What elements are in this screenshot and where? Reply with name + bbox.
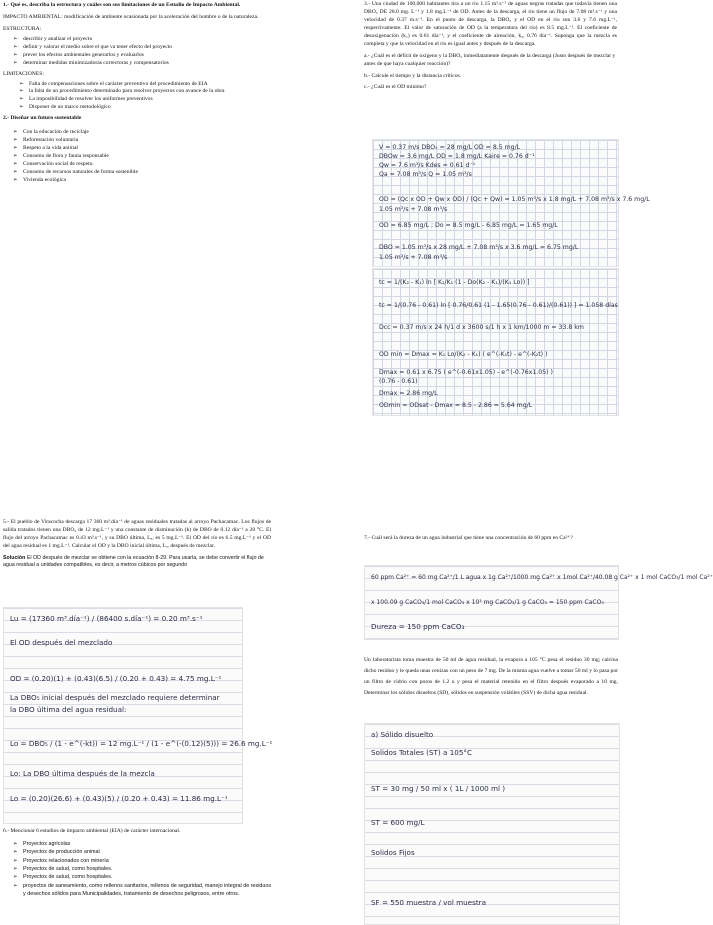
work-line: ST = 30 mg / 50 ml x ( 1L / 1000 ml ) <box>371 784 506 793</box>
work-line: OD min = Dmax = K₁ Lo/(K₂ - K₁) ( e^(-K₁t) - e^(-K₂t) ) <box>379 351 548 358</box>
work-line: Solidos Fijos <box>371 848 415 857</box>
work-line: Qa = 7.08 m³/s Q = 1.05 m³/s <box>379 171 472 178</box>
list-item: ➢ la falta de un procedimiento determinado para resolver proyectos con avance de la obra <box>17 88 287 96</box>
q7-statement: 7.- Cuál será la dureza de un agua industrial que tiene una concentración de 60 ppm en Ca²⁺? <box>364 535 573 541</box>
work-line: 1.05 m³/s + 7.08 m³/s <box>379 206 448 213</box>
q3-handwritten-work-2 <box>372 268 619 416</box>
work-line: Dmax = 0.61 x 6.75 ( e^(-0.61x1.05) - e^(-0.76x1.05) ) <box>379 369 553 376</box>
structure-heading: ESTRUCTURA: <box>3 25 42 32</box>
list-item: ➢ Conservación social de respeto. <box>11 161 303 169</box>
impact-definition: IMPACTO AMBIENTAL: modificación de ambiente ocasionada por la aceleración del hombre o de la naturaleza. <box>3 13 259 20</box>
work-line: SF = 550 muestra / vol muestra <box>371 898 487 907</box>
list-item: ➢ Consumo de flora y fauna responsable <box>11 153 303 161</box>
q2-title: 2.- Diseñar un futuro sustentable <box>3 115 82 122</box>
work-line: DBO = 1.05 m³/s x 28 mg/L + 7.08 m³/s x 3.6 mg/L = 6.75 mg/L <box>379 244 579 251</box>
list-item: ➢ Proyectos de salud, como hospitales. <box>11 873 273 881</box>
q7-handwritten-work <box>364 565 713 640</box>
q3-statement: 3.- Una ciudad de 100,000 habitantes tira a un río 1.15 m³.s⁻¹ de aguas negras tratadas que todavía tienen una DBO₅ DE 28.0 mg. L⁻¹ y 1.8 mg.L⁻¹ de OD. Antes de la descarga, el río tiene un flujo de 7.08 m³.s⁻¹ y una velocidad de 0.37 m.s⁻¹. En el punto de descarga, la DBO₅ y el OD en el río son 3.6 y 7.6 mg.L⁻¹, respectivamente. El valor de saturación de OD (a la temperatura del río) es 8.5 mg.L⁻¹. El coeficiente de desoxigenación (k₁) es 0.61 día⁻¹, y el coeficiente de aireación, k₂, 0.76 día⁻¹. Suponga que la mezcla es completa y que la velocidad en el río es igual antes y después de la descarga. <box>364 1 617 47</box>
q5-section <box>3 519 271 574</box>
q3-section <box>364 1 617 96</box>
work-line: OD = (Qc x OD + Qw x OD) / (Qc + Qw) = 1.05 m³/s x 1.8 mg/L + 7.08 m³/s x 7.6 mg/L <box>379 196 650 203</box>
work-line: Qw = 7.6 m³/s Kdes = 0.61 d⁻¹ <box>379 162 476 169</box>
q5-statement: 5.- El pueblo de Viracocha descarga 17 360 m³.día⁻¹ de aguas residuales tratadas al arroyo Pachacamac. Los flujos de salida tratados tienen una DBO₅ de 12 mg.L⁻¹ y una constante de disminución (k) de DBO de 0.12 día⁻¹ a 20 °C. El flujo del arroyo Pachacamac es 0.43 m³.s⁻¹, y su DBO última, Lᵤ, es 5 mg.L⁻¹. El OD del río es 6.5 mg.L⁻¹ y el OD del agua residual es 1 mg.L⁻¹. Calcular el OD y la DBO inicial última, Lₒ, después de mezclar. <box>3 519 271 549</box>
q5-handwritten-work <box>3 607 273 824</box>
work-line: Lo = DBO₅ / (1 - e^(-kt)) = 12 mg.L⁻¹ / (1 - e^(-(0.12)(5))) = 26.6 mg.L⁻¹ <box>10 739 273 748</box>
limitations-list <box>3 81 287 113</box>
list-item: ➢ determinar medidas minimizadoras correctoras y compensatorios <box>11 60 303 68</box>
sustainable-list <box>3 129 303 185</box>
solution-label: Solución <box>3 554 26 561</box>
work-line: DBOw = 3.6 mg/L OD = 1.8 mg/L Kaire = 0.76 d⁻¹ <box>379 153 535 160</box>
list-item: ➢ La imposibilidad de resolver los uniformes preventivos <box>17 96 287 104</box>
work-line: 60 ppm Ca²⁺ = 60 mg Ca²⁺/1 L agua x 1g Ca²⁺/1000 mg Ca²⁺ x 1mol Ca²⁺/40.08 g Ca²⁺ x 1 mol CaCO₃/1 mol Ca²⁺ <box>371 574 713 581</box>
solution-text: El OD después de mezclar se obtiene con la ecuación 8-29. Para usarla, se debe convertir el flujo de agua residual a unidades compatibles, es decir, a metros cúbicos por segundo <box>3 554 264 569</box>
work-line: a) Sólido disuelto <box>371 730 434 739</box>
work-line: Dmax = 2.86 mg/L <box>379 390 438 397</box>
limitations-heading: LIMITACIONES: <box>3 70 44 77</box>
list-item: ➢ Proyectos relacionados con minería <box>11 857 273 865</box>
list-item: ➢ Vivienda ecológica <box>11 177 303 185</box>
work-line: V = 0.37 m/s DBO₅ = 28 mg/L OD = 8.5 mg/L <box>379 144 521 151</box>
list-item: ➢ Proyectos de salud, como hospitales. <box>11 865 273 873</box>
q8-section <box>364 655 618 703</box>
q3-handwritten-work-1 <box>372 139 650 267</box>
work-line: ODmin = ODsat - Dmax = 8.5 - 2.86 = 5.64 mg/L <box>379 402 533 409</box>
list-item: ➢ Respeto a la vida animal <box>11 145 303 153</box>
work-line: x 100.09 g CaCO₃/1 mol CaCO₃ x 10³ mg CaCO₃/1 g CaCO₃ = 150 ppm CaCO₃ <box>371 599 604 606</box>
work-line: El OD después del mezclado <box>10 638 113 647</box>
list-item: ➢ Falta de compensaciones sobre el carácter preventivo del procedimiento de EIA <box>17 81 287 89</box>
work-line: tc = 1/(K₂ - K₁) ln [ K₂/K₁ (1 - Do(K₂ - K₁)/(K₁ Lo)) ] <box>379 279 530 286</box>
list-item: ➢ describir y analizar el proyecto <box>11 36 303 44</box>
q3-part-a: a.- ¿Cuál es el déficit de oxígeno y la DBO₅ inmediatamente después de la descarga (Justo después de mezclar y antes de que haya cualquier reacción)? <box>364 52 616 67</box>
work-line: (0.76 - 0.61) <box>379 378 418 385</box>
q7-section <box>364 535 617 547</box>
q8-handwritten-work <box>364 723 620 925</box>
list-item: ➢ definir y valorar el medio sobre el que va tener efecto del proyecto <box>11 44 303 52</box>
work-line: Dcc = 0.37 m/s x 24 h/1 d x 3600 s/1 h x 1 km/1000 m = 33.8 km <box>379 324 584 331</box>
list-item: ➢ prever los efectos ambientales generarlos y evaluarlos <box>11 52 303 60</box>
q5-solution <box>3 555 271 570</box>
q6-section <box>3 828 273 902</box>
work-line: tc = 1/(0.76 - 0.61) ln [ 0.76/0.61 (1 - 1.65(0.76 - 0.61)/(0.61)) ] = 1.058 días <box>379 302 618 309</box>
list-item: ➢ Con la educación de reciclaje <box>11 129 303 137</box>
work-line: OD = (0.20)(1) + (0.43)(6.5) / (0.20 + 0.43) = 4.75 mg.L⁻¹ <box>10 674 222 683</box>
list-item: ➢ Disponer de un marco metodológico <box>17 104 287 112</box>
work-line: Dureza = 150 ppm CaCO₃ <box>371 622 465 631</box>
work-line: ST = 600 mg/L <box>371 818 425 827</box>
q6-title: 6.- Mencionar 6 estudios de impacto ambiental (EIA) de carácter internacional. <box>3 828 181 834</box>
q3-part-b: b.- Calcule el tiempo y la distancia críticos. <box>364 72 462 79</box>
work-line: Lo: La DBO última después de la mezcla <box>10 769 155 778</box>
work-line: Lu = (17360 m³.día⁻¹) / (86400 s.día⁻¹) = 0.20 m³.s⁻¹ <box>10 614 203 623</box>
q1-section <box>3 2 303 188</box>
list-item: ➢ Proyectos de producción animal <box>11 848 273 856</box>
work-line: 1.05 m³/s + 7.08 m³/s <box>379 254 448 261</box>
work-line: Lo = (0.20)(26.6) + (0.43)(5) / (0.20 + 0.43) = 11.86 mg.L⁻¹ <box>10 794 228 803</box>
work-line: la DBO última del agua residual: <box>10 705 127 714</box>
work-line: La DBO₅ inicial después del mezclado requiere determinar <box>10 693 220 702</box>
structure-list <box>3 36 303 68</box>
list-item: ➢ Reforestación voluntaria <box>11 137 303 145</box>
q8-statement: Un laboratorista toma muestra de 50 ml de agua residual, la evapora a 105 °C pesa el residuo 30 mg; calcina dicho residuo y le queda unas cenizas con un peso de 7 mg. De la misma agua vuelve a tomar 50 ml y lo pasa por un filtro de vidrio con poros de 1.2 u y pesa el material retenido en el filtro después evaporado a 10 mg. Determinar los sólidos disueltos (SD), sólidos en suspensión volátiles (SSV) de dicha agua residual. <box>364 657 618 696</box>
list-item: ➢ Consumo de recursos naturales de forma sostenible <box>11 169 303 177</box>
work-line: OD = 6.85 mg/L ; Do = 8.5 mg/L - 6.85 mg/L = 1.65 mg/L <box>379 222 558 229</box>
q3-part-c: c.- ¿Cuál es el OD mínimo? <box>364 84 427 91</box>
list-item: ➢ Proyectos agrícolas <box>11 840 273 848</box>
eia-list <box>3 840 273 899</box>
q1-title: 1.- Qué es, describa la estructura y cuáles son sus limitaciones de un Estudio de Impacto Ambiental. <box>3 2 241 8</box>
work-line: Solidos Totales (ST) a 105°C <box>371 748 473 757</box>
list-item: ➢ proyectos de saneamiento, como rellenos sanitarios, rellenos de seguridad, manejo integral de residuos y desechos sólidos para Municipalidades, tratamiento de desechos peligrosos, entre otros. <box>11 882 273 899</box>
